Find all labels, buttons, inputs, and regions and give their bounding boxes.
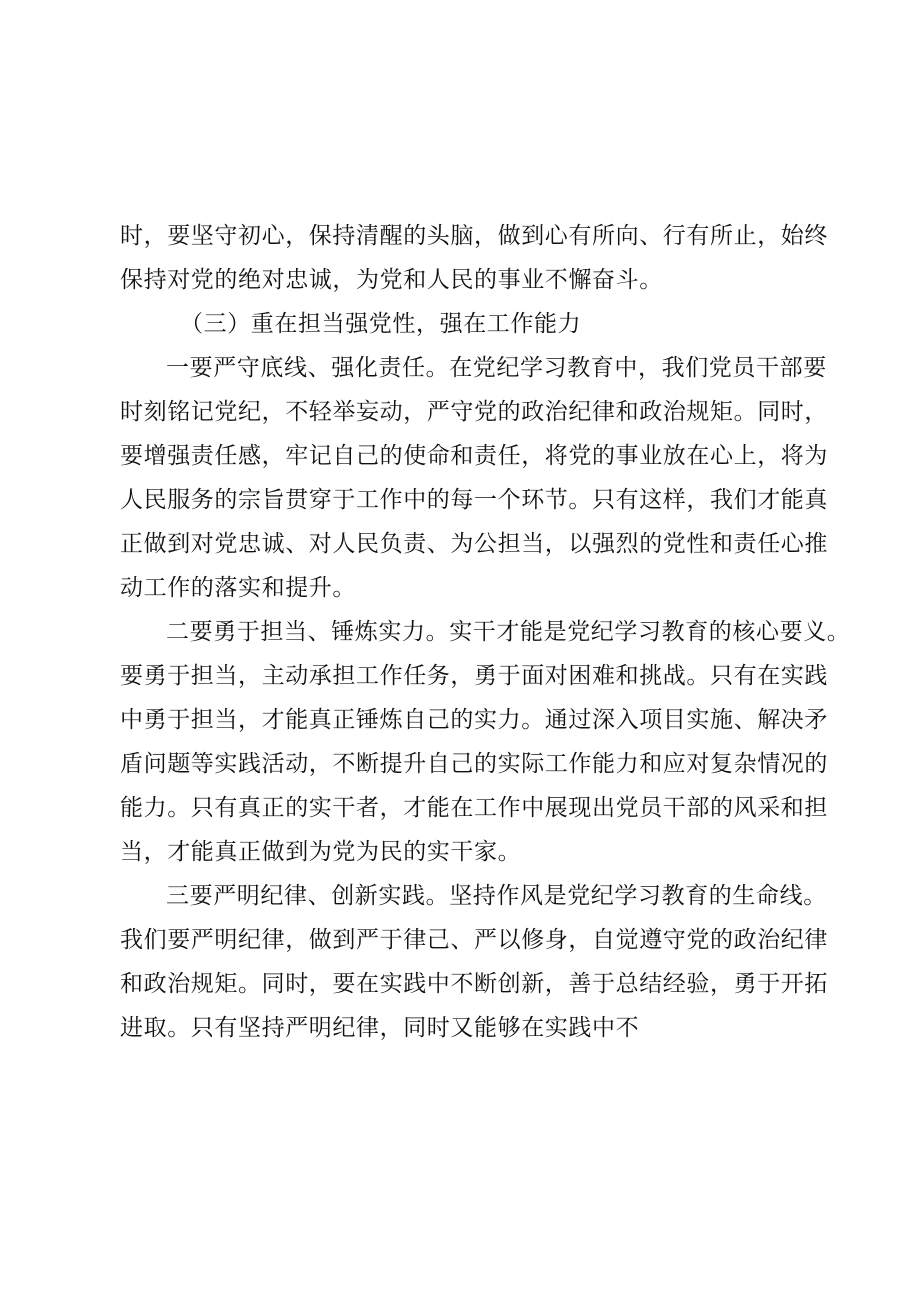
body-line: 保持对党的绝对忠诚，为党和人民的事业不懈奋斗。 (120, 267, 663, 293)
section-heading: （三）重在担当强党性，强在工作能力 (180, 311, 582, 337)
paragraph-first-line: 二要勇于担当、锤炼实力。实干才能是党纪学习教育的核心要义。 (166, 619, 851, 645)
body-line: 人民服务的宗旨贯穿于工作中的每一个环节。只有这样，我们才能真 (120, 487, 828, 513)
paragraph-first-line: 一要严守底线、强化责任。在党纪学习教育中，我们党员干部要 (166, 355, 827, 381)
body-line: 当，才能真正做到为党为民的实干家。 (120, 839, 522, 865)
body-line: 我们要严明纪律，做到严于律己、严以修身，自觉遵守党的政治纪律 (120, 927, 828, 953)
body-line: 动工作的落实和提升。 (120, 575, 356, 601)
body-line: 中勇于担当，才能真正锤炼自己的实力。通过深入项目实施、解决矛 (120, 707, 828, 733)
body-line: 进取。只有坚持严明纪律，同时又能够在实践中不 (120, 1015, 640, 1041)
body-line: 时刻铭记党纪，不轻举妄动，严守党的政治纪律和政治规矩。同时， (120, 399, 828, 425)
body-line: 能力。只有真正的实干者，才能在工作中展现出党员干部的风采和担 (120, 795, 828, 821)
body-line: 要增强责任感，牢记自己的使命和责任，将党的事业放在心上，将为 (120, 443, 828, 469)
body-line: 正做到对党忠诚、对人民负责、为公担当，以强烈的党性和责任心推 (120, 531, 828, 557)
body-line: 盾问题等实践活动，不断提升自己的实际工作能力和应对复杂情况的 (120, 751, 828, 777)
paragraph-first-line: 三要严明纪律、创新实践。坚持作风是党纪学习教育的生命线。 (166, 883, 827, 909)
body-line: 和政治规矩。同时，要在实践中不断创新，善于总结经验，勇于开拓 (120, 971, 828, 997)
document-body (120, 214, 851, 1050)
body-line: 时，要坚守初心，保持清醒的头脑，做到心有所向、行有所止，始终 (120, 223, 828, 249)
body-line: 要勇于担当，主动承担工作任务，勇于面对困难和挑战。只有在实践 (120, 663, 828, 689)
